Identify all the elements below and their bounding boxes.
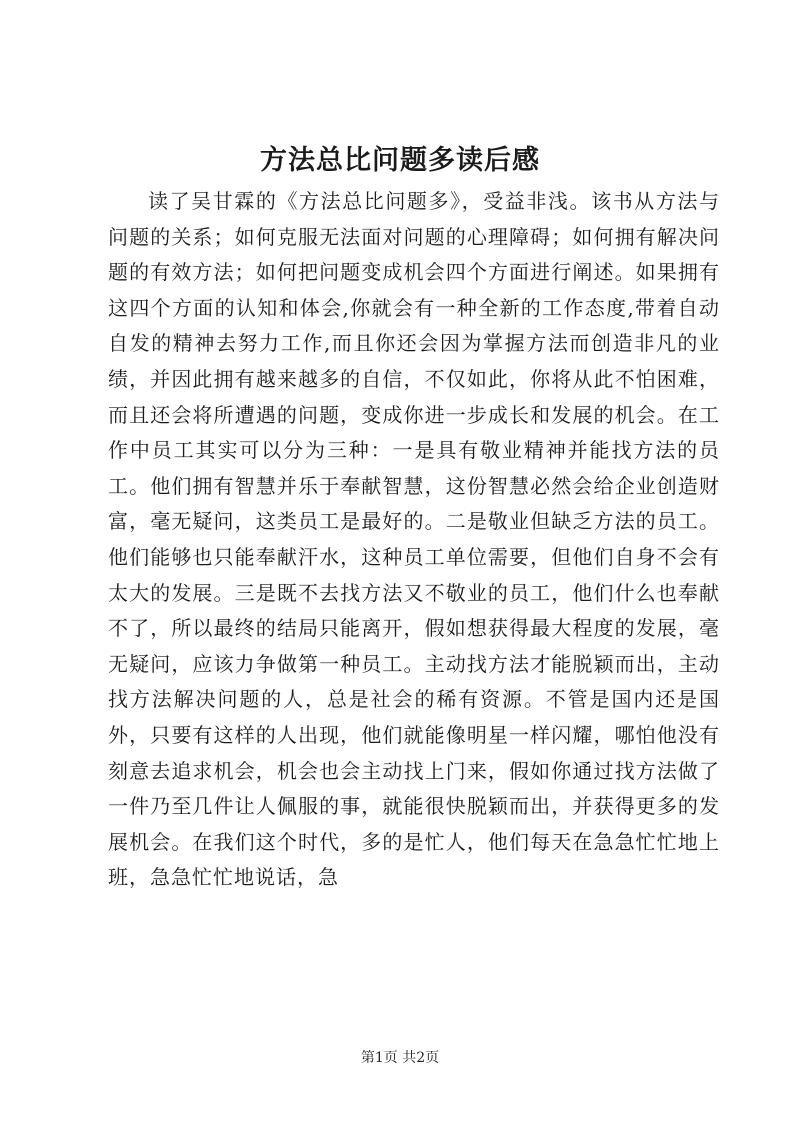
document-title: 方法总比问题多读后感 [260, 145, 540, 176]
body-paragraph: 读了吴甘霖的《方法总比问题多》，受益非浅。该书从方法与问题的关系；如何克服无法面对问题的心理障碍；如何拥有解决问题的有效方法；如何把问题变成机会四个方面进行阐述。如果拥有这四个方面的认知和体会,你就会有一种全新的工作态度,带着自动自发的精神去努力工作,而且你还会因为掌握方法而创造非凡的业绩，并因此拥有越来越多的自信，不仅如此，你将从此不怕困难，而且还会将所遭遇的问题，变成你进一步成长和发展的机会。在工作中员工其实可以分为三种：一是具有敬业精神并能找方法的员工。他们拥有智慧并乐于奉献智慧，这份智慧必然会给企业创造财富，毫无疑问，这类员工是最好的。二是敬业但缺乏方法的员工。他们能够也只能奉献汗水，这种员工单位需要，但他们自身不会有太大的发展。三是既不去找方法又不敬业的员工，他们什么也奉献不了，所以最终的结局只能离开，假如想获得最大程度的发展，毫无疑问，应该力争做第一种员工。主动找方法才能脱颖而出，主动找方法解决问题的人，总是社会的稀有资源。不管是国内还是国外，只要有这样的人出现，他们就能像明星一样闪耀，哪怕他没有刻意去追求机会，机会也会主动找上门来，假如你通过找方法做了一件乃至几件让人佩服的事，就能很快脱颖而出，并获得更多的发展机会。在我们这个时代，多的是忙人，他们每天在急急忙忙地上班，急急忙忙地说话，急 [108, 189, 720, 890]
page-number-footer: 第1页 共2页 [360, 1050, 440, 1066]
